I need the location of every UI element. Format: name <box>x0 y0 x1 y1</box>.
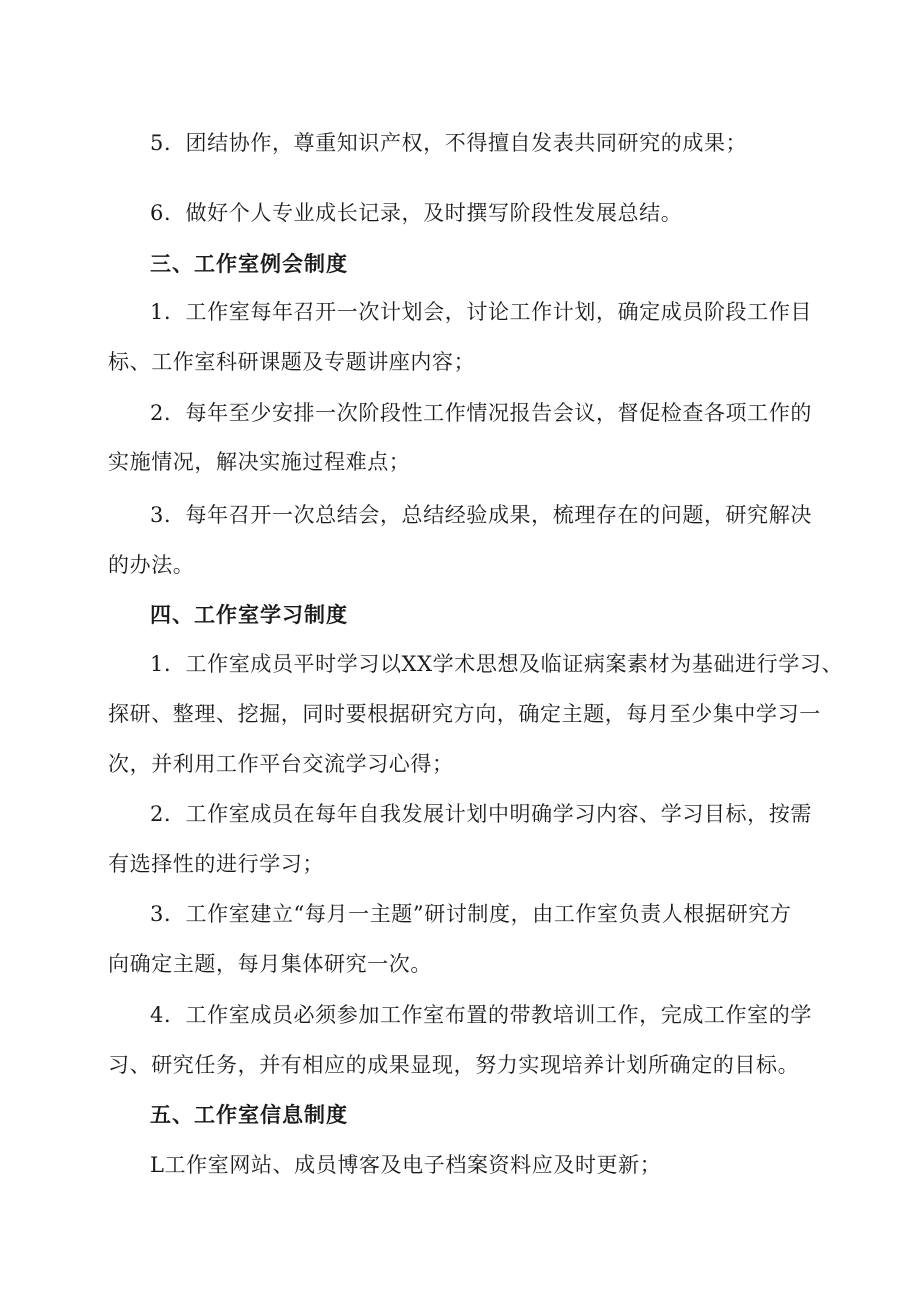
paragraph-line: 有选择性的进行学习； <box>108 852 324 876</box>
paragraph-line: 实施情况，解决实施过程难点； <box>108 450 411 474</box>
paragraph-line: 的办法。 <box>108 553 195 577</box>
section-heading-3: 三、工作室例会制度 <box>150 252 348 276</box>
paragraph-line: 4．工作室成员必须参加工作室布置的带教培训工作，完成工作室的学 <box>150 1003 812 1027</box>
paragraph-line: 1．工作室每年召开一次计划会，讨论工作计划，确定成员阶段工作目 <box>150 300 812 324</box>
paragraph-line: 标、工作室科研课题及专题讲座内容； <box>108 350 476 374</box>
item-5-text: 5．团结协作，尊重知识产权，不得擅自发表共同研究的成果； <box>150 131 748 155</box>
item-6-text: 6．做好个人专业成长记录，及时撰写阶段性发展总结。 <box>150 201 683 225</box>
paragraph-line: 向确定主题，每月集体研究一次。 <box>108 952 432 976</box>
paragraph-line: 3．工作室建立“每月一主题”研讨制度，由工作室负责人根据研究方 <box>150 902 792 926</box>
paragraph-line: 3．每年召开一次总结会，总结经验成果，梳理存在的问题，研究解决 <box>150 503 812 527</box>
paragraph-line: 1．工作室成员平时学习以XX学术思想及临证病案素材为基础进行学习、 <box>150 652 844 676</box>
paragraph-line: 2．工作室成员在每年自我发展计划中明确学习内容、学习目标，按需 <box>150 802 812 826</box>
paragraph-line: 次，并利用工作平台交流学习心得； <box>108 752 454 776</box>
paragraph-line: L工作室网站、成员博客及电子档案资料应及时更新； <box>150 1153 662 1177</box>
section-heading-5: 五、工作室信息制度 <box>150 1103 348 1127</box>
paragraph-line: 习、研究任务，并有相应的成果显现，努力实现培养计划所确定的目标。 <box>108 1053 800 1077</box>
paragraph-line: 2．每年至少安排一次阶段性工作情况报告会议，督促检查各项工作的 <box>150 401 812 425</box>
paragraph-line: 探研、整理、挖掘，同时要根据研究方向，确定主题，每月至少集中学习一 <box>108 702 821 726</box>
section-heading-4: 四、工作室学习制度 <box>150 603 348 627</box>
